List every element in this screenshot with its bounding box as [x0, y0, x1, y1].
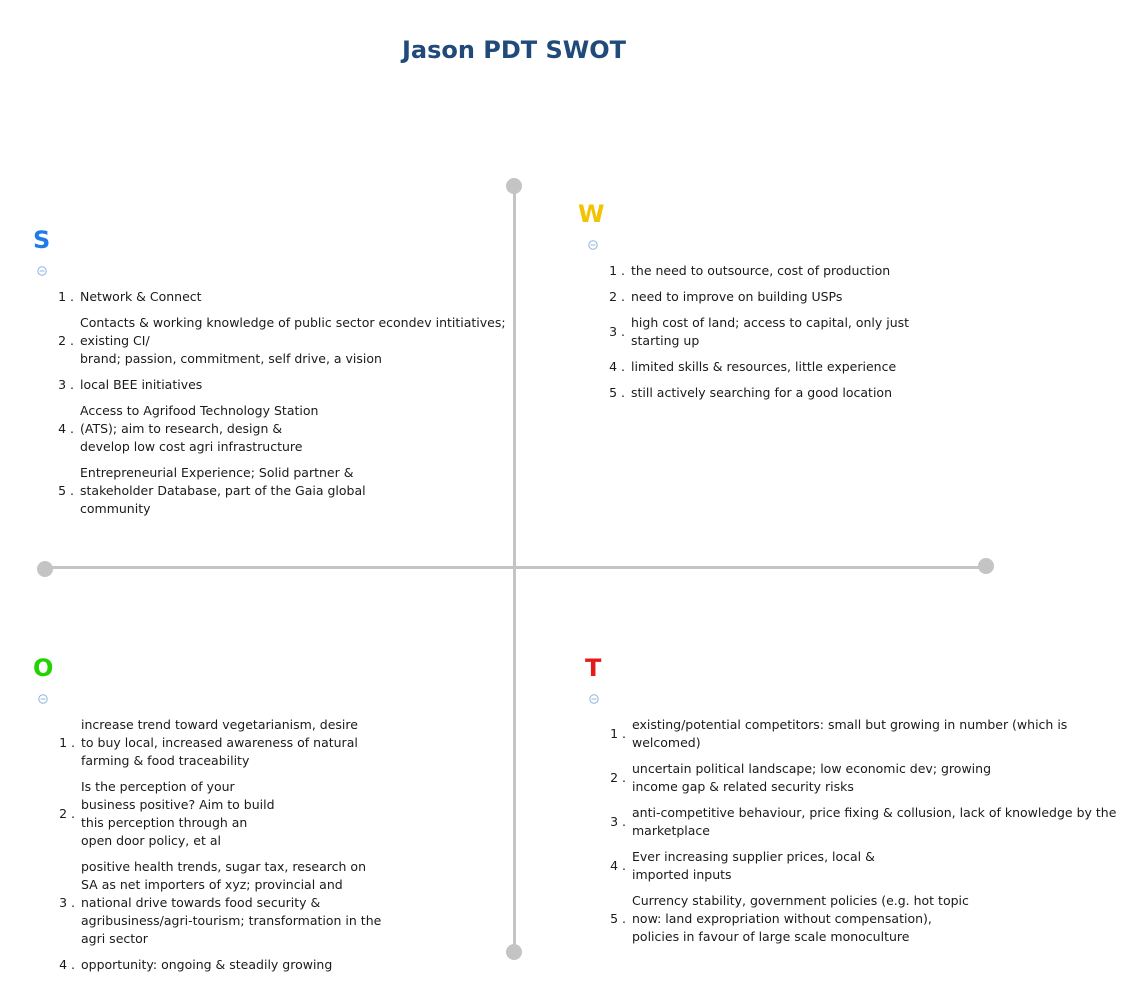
swot-item[interactable]	[603, 262, 983, 280]
item-text: Entrepreneurial Experience; Solid partner & stakeholder Database, part of the Gaia global community	[80, 465, 366, 516]
swot-item[interactable]	[52, 376, 512, 394]
strengths-letter: S	[33, 226, 51, 254]
item-number: 3 .	[609, 324, 625, 339]
item-number: 5 .	[610, 911, 626, 926]
item-text: opportunity: ongoing & steadily growing	[81, 957, 333, 972]
item-text: still actively searching for a good location	[631, 385, 892, 400]
item-text: existing/potential competitors: small but growing in number (which is welcomed)	[632, 717, 1068, 750]
axis-right-handle[interactable]	[978, 558, 994, 574]
item-text: Contacts & working knowledge of public sector econdev intitiatives; existing CI/ brand; passion, commitment, self drive, a vision	[80, 315, 506, 366]
item-text: need to improve on building USPs	[631, 289, 843, 304]
threats-collapse-icon[interactable]	[589, 694, 599, 704]
item-text: uncertain political landscape; low economic dev; growing income gap & related security risks	[632, 761, 992, 794]
weaknesses-collapse-icon[interactable]	[588, 240, 598, 250]
swot-item[interactable]	[52, 464, 512, 518]
swot-item[interactable]	[604, 716, 1119, 752]
strengths-list	[52, 288, 512, 526]
axis-bottom-handle[interactable]	[506, 944, 522, 960]
swot-item[interactable]	[604, 760, 1119, 796]
page-title: Jason PDT SWOT	[401, 36, 627, 64]
vertical-axis	[513, 186, 516, 952]
item-text: Access to Agrifood Technology Station (ATS); aim to research, design & develop low cost agri infrastructure	[80, 403, 319, 454]
item-number: 4 .	[59, 957, 75, 972]
item-text: limited skills & resources, little experience	[631, 359, 897, 374]
item-number: 5 .	[58, 483, 74, 498]
axis-top-handle[interactable]	[506, 178, 522, 194]
threats-letter: T	[585, 654, 602, 682]
item-number: 3 .	[58, 377, 74, 392]
item-number: 1 .	[610, 726, 626, 741]
item-text: Ever increasing supplier prices, local & imported inputs	[632, 849, 875, 882]
item-text: anti-competitive behaviour, price fixing & collusion, lack of knowledge by the marketplace	[632, 805, 1117, 838]
horizontal-axis	[45, 566, 986, 569]
swot-item[interactable]	[52, 314, 512, 368]
swot-item[interactable]	[52, 288, 512, 306]
item-number: 1 .	[59, 735, 75, 750]
item-number: 2 .	[610, 770, 626, 785]
item-number: 4 .	[58, 421, 74, 436]
axis-left-handle[interactable]	[37, 561, 53, 577]
weaknesses-letter: W	[578, 200, 605, 228]
item-number: 1 .	[58, 289, 74, 304]
item-number: 3 .	[610, 814, 626, 829]
swot-item[interactable]	[53, 716, 493, 770]
item-text: positive health trends, sugar tax, research on SA as net importers of xyz; provincial and national drive towards food security & agribusiness/agri-tourism; transformation in the agri sector	[81, 859, 382, 946]
item-text: Currency stability, government policies (e.g. hot topic now: land expropriation without compensation), policies in favour of large scale monoculture	[632, 893, 969, 944]
swot-item[interactable]	[52, 402, 512, 456]
weaknesses-list	[603, 262, 983, 410]
swot-item[interactable]	[53, 858, 493, 948]
swot-item[interactable]	[53, 956, 493, 974]
swot-item[interactable]	[603, 314, 983, 350]
opportunities-collapse-icon[interactable]	[38, 694, 48, 704]
opportunities-list	[53, 716, 493, 982]
item-number: 5 .	[609, 385, 625, 400]
item-number: 4 .	[609, 359, 625, 374]
threats-list	[604, 716, 1119, 954]
item-number: 1 .	[609, 263, 625, 278]
item-number: 2 .	[609, 289, 625, 304]
swot-item[interactable]	[604, 848, 1119, 884]
swot-item[interactable]	[603, 288, 983, 306]
item-text: high cost of land; access to capital, only just starting up	[631, 315, 910, 348]
swot-item[interactable]	[604, 804, 1119, 840]
item-text: local BEE initiatives	[80, 377, 203, 392]
swot-item[interactable]	[604, 892, 1119, 946]
item-number: 2 .	[59, 806, 75, 821]
swot-item[interactable]	[603, 358, 983, 376]
swot-item[interactable]	[603, 384, 983, 402]
item-text: Network & Connect	[80, 289, 202, 304]
strengths-collapse-icon[interactable]	[37, 266, 47, 276]
item-text: Is the perception of your business positive? Aim to build this perception through an open door policy, et al	[81, 779, 275, 848]
opportunities-letter: O	[33, 654, 54, 682]
item-number: 3 .	[59, 895, 75, 910]
swot-item[interactable]	[53, 778, 493, 850]
item-text: increase trend toward vegetarianism, desire to buy local, increased awareness of natural farming & food traceability	[81, 717, 358, 768]
item-number: 4 .	[610, 858, 626, 873]
item-text: the need to outsource, cost of production	[631, 263, 891, 278]
item-number: 2 .	[58, 333, 74, 348]
